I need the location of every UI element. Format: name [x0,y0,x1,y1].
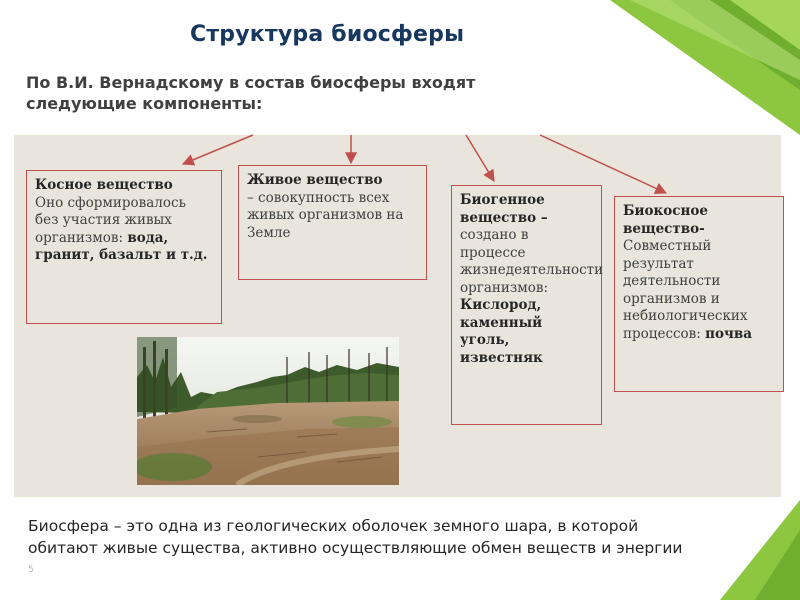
box-biogenic-text: создано в процессе жизнедеятельности организмов: [460,227,604,296]
page-title: Структура биосферы [190,22,465,47]
box-abiotic-head: Косное вещество [35,177,173,193]
subtitle: По В.И. Вернадскому в состав биосферы входят следующие компоненты: [26,73,476,113]
box-living-head: Живое вещество [247,172,383,188]
box-biogenic-matter [451,185,602,425]
box-bioinert-matter [614,196,784,392]
box-biogenic-head: Биогенное вещество – [460,192,548,226]
box-bioinert-head: Биокосное вещество- [623,203,709,237]
arrow-to-box-1 [183,135,253,164]
box-living-text: – совокупность всех живых организмов на Земле [247,189,404,241]
box-bioinert-text: Совместный результат деятельности организмов и небиологических процессов: [623,238,748,342]
box-abiotic-bold: вода, гранит, базальт и т.д. [35,229,208,263]
footer-definition [28,515,688,584]
forest-clearing-photo [137,337,399,485]
box-abiotic-text: Оно сформировалось без участия живых организмов: [35,194,186,246]
footer-text: Биосфера – это одна из геологических оболочек земного шара, в которой обитают живые существа, активно осуществляющие обмен веществ и энергии [28,517,683,557]
box-living-matter [238,165,427,280]
box-abiotic-matter [26,170,222,324]
box-biogenic-bold: Кислород, каменный уголь, известняк [460,297,543,366]
arrow-to-box-3 [466,135,494,181]
page-number: 5 [28,565,34,575]
box-bioinert-bold: почва [705,325,753,342]
